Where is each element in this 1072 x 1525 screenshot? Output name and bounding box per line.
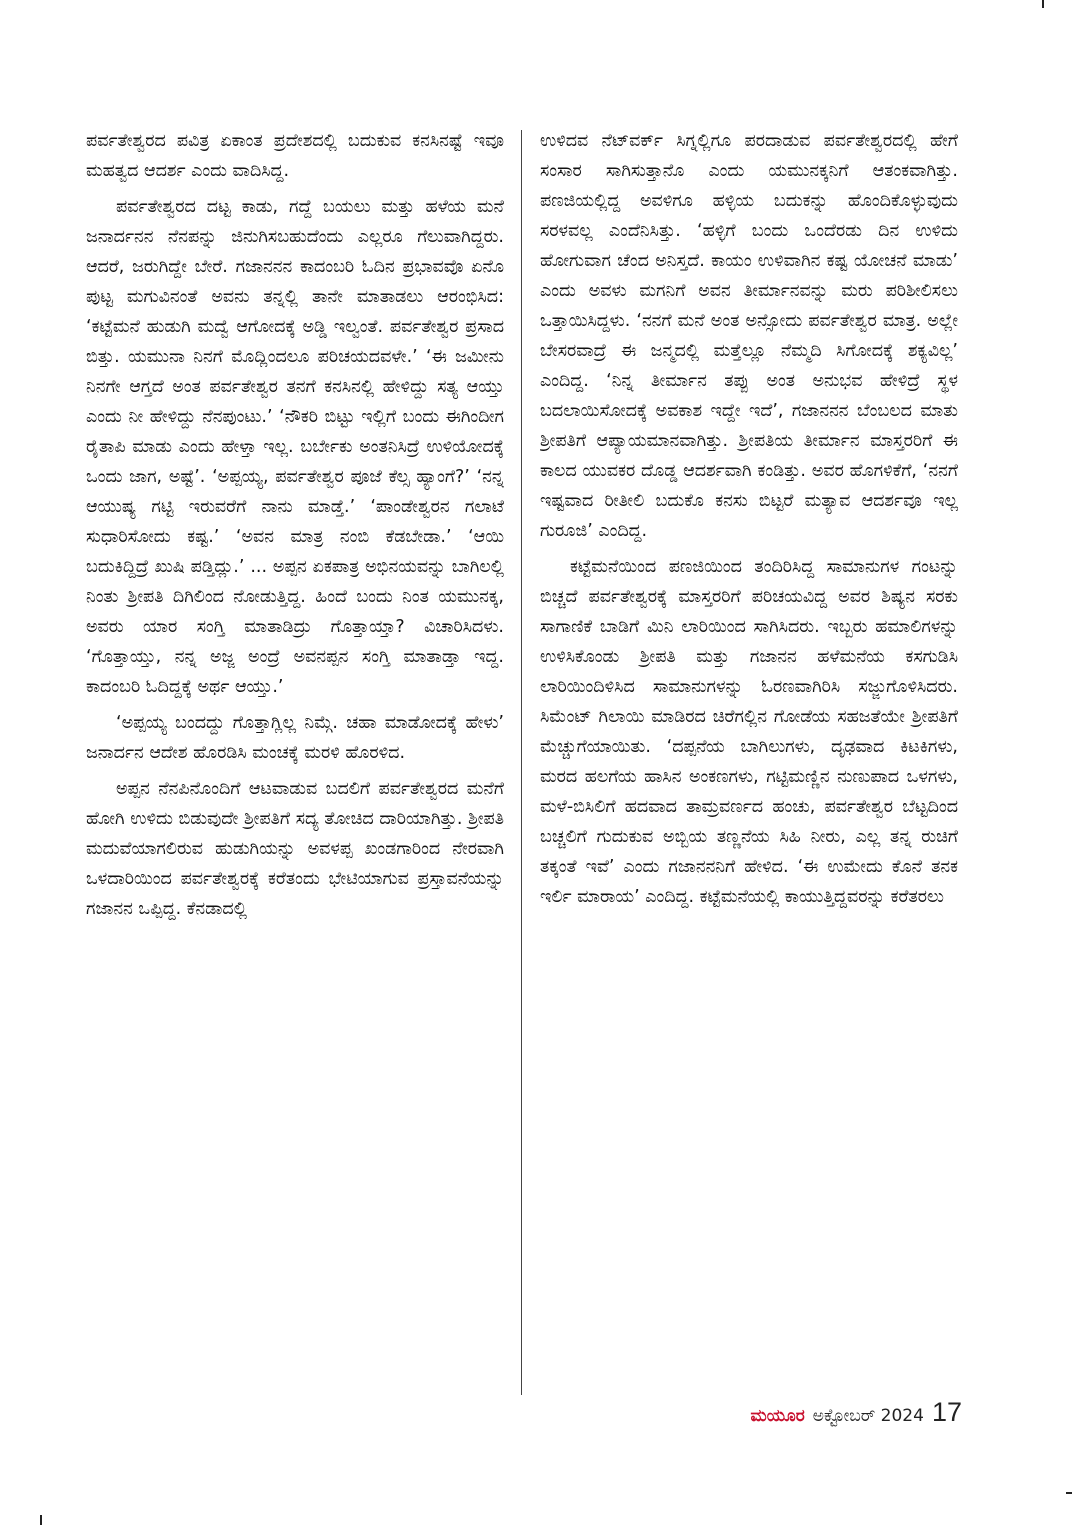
crop-mark-bottom-right	[1066, 1492, 1072, 1494]
page-number: 17	[931, 1397, 962, 1427]
page-footer	[751, 1397, 962, 1428]
issue-date: ಅಕ್ಟೋಬರ್ 2024	[812, 1406, 924, 1426]
paragraph: ಕಟ್ಟೆಮನೆಯಿಂದ ಪಣಜಿಯಿಂದ ತಂದಿರಿಸಿದ್ದ ಸಾಮಾನುಗಳ ಗಂಟನ್ನು ಬಿಚ್ಚದೆ ಪರ್ವತೇಶ್ವರಕ್ಕೆ ಮಾಸ್ತರರಿಗೆ ಪರಿಚಯವಿದ್ದ ಅವರ ಶಿಷ್ಯನ ಸರಕು ಸಾಗಾಣಿಕೆ ಬಾಡಿಗೆ ಮಿನಿ ಲಾರಿಯಿಂದ ಸಾಗಿಸಿದರು. ಇಬ್ಬರು ಹಮಾಲಿಗಳನ್ನು ಉಳಿಸಿಕೊಂಡು ಶ್ರೀಪತಿ ಮತ್ತು ಗಜಾನನ ಹಳೆಮನೆಯ ಕಸಗುಡಿಸಿ ಲಾರಿಯಿಂದಿಳಿಸಿದ ಸಾಮಾನುಗಳನ್ನು ಓರಣವಾಗಿರಿಸಿ ಸಜ್ಜುಗೊಳಿಸಿದರು. ಸಿಮೆಂಟ್ ಗಿಲಾಯಿ ಮಾಡಿರದ ಚಿರೆಗಲ್ಲಿನ ಗೋಡೆಯ ಸಹಜತೆಯೇ ಶ್ರೀಪತಿಗೆ ಮೆಚ್ಚುಗೆಯಾಯಿತು. ‘ದಪ್ಪನೆಯ ಬಾಗಿಲುಗಳು, ದೃಢವಾದ ಕಿಟಕಿಗಳು, ಮರದ ಹಲಗೆಯ ಹಾಸಿನ ಅಂಕಣಗಳು, ಗಟ್ಟಿಮಣ್ಣಿನ ನುಣುಪಾದ ಒಳಗಳು, ಮಳೆ-ಬಿಸಿಲಿಗೆ ಹದವಾದ ತಾಮ್ರವರ್ಣದ ಹಂಚು, ಪರ್ವತೇಶ್ವರ ಬೆಟ್ಟದಿಂದ ಬಚ್ಚಲಿಗೆ ಗುದುಕುವ ಅಬ್ಬಿಯ ತಣ್ಣನೆಯ ಸಿಹಿ ನೀರು, ಎಲ್ಲ ತನ್ನ ರುಚಿಗೆ ತಕ್ಕಂತೆ ಇವೆ’ ಎಂದು ಗಜಾನನನಿಗೆ ಹೇಳಿದ. ‘ಈ ಉಮೇದು ಕೊನೆ ತನಕ ಇರ್ಲಿ ಮಾರಾಯ’ ಎಂದಿದ್ದ. ಕಟ್ಟೆಮನೆಯಲ್ಲಿ ಕಾಯುತ್ತಿದ್ದವರನ್ನು ಕರೆತರಲು	[540, 557, 958, 907]
paragraph: ಪರ್ವತೇಶ್ವರದ ದಟ್ಟ ಕಾಡು, ಗದ್ದೆ ಬಯಲು ಮತ್ತು ಹಳೆಯ ಮನೆ ಜನಾರ್ದನನ ನೆನಪನ್ನು ಜಿನುಗಿಸಬಹುದೆಂದು ಎಲ್ಲರೂ ಗೆಲುವಾಗಿದ್ದರು. ಆದರೆ, ಜರುಗಿದ್ದೇ ಬೇರೆ. ಗಜಾನನನ ಕಾದಂಬರಿ ಓದಿನ ಪ್ರಭಾವವೊ ಏನೊ ಪುಟ್ಟ ಮಗುವಿನಂತೆ ಅವನು ತನ್ನಲ್ಲಿ ತಾನೇ ಮಾತಾಡಲು ಆರಂಭಿಸಿದ: ‘ಕಟ್ಟೆಮನೆ ಹುಡುಗಿ ಮದ್ವೆ ಆಗೋದಕ್ಕೆ ಅಡ್ಡಿ ಇಲ್ವಂತೆ. ಪರ್ವತೇಶ್ವರ ಪ್ರಸಾದ ಬಿತ್ತು. ಯಮುನಾ ನಿನಗೆ ಮೊದ್ಲಿಂದಲೂ ಪರಿಚಯದವಳೇ.’ ‘ಈ ಜಮೀನು ನಿನಗೇ ಆಗ್ತದೆ ಅಂತ ಪರ್ವತೇಶ್ವರ ತನಗೆ ಕನಸಿನಲ್ಲಿ ಹೇಳಿದ್ದು ಸತ್ಯ ಆಯ್ತು ಎಂದು ನೀ ಹೇಳಿದ್ದು ನೆನಪುಂಟು.’ ‘ನೌಕರಿ ಬಿಟ್ಟು ಇಲ್ಲಿಗೆ ಬಂದು ಈಗಿಂದೀಗ ರೈತಾಪಿ ಮಾಡು ಎಂದು ಹೇಳ್ತಾ ಇಲ್ಲ. ಬರ್ಬೇಕು ಅಂತನಿಸಿದ್ರೆ ಉಳಿಯೋದಕ್ಕೆ ಒಂದು ಜಾಗ, ಅಷ್ಟೆ’. ‘ಅಪ್ಪಯ್ಯ, ಪರ್ವತೇಶ್ವರ ಪೂಜೆ ಕೆಲ್ಸ ಹ್ಯಾಂಗೆ?’ ‘ನನ್ನ ಆಯುಷ್ಯ ಗಟ್ಟಿ ಇರುವರೆಗೆ ನಾನು ಮಾಡ್ತೆ.’ ‘ಪಾಂಡೇಶ್ವರನ ಗಲಾಟೆ ಸುಧಾರಿಸೋದು ಕಷ್ಟ.’ ‘ಅವನ ಮಾತ್ರ ನಂಬಿ ಕೆಡಬೇಡಾ.’ ‘ಆಯಿ ಬದುಕಿದ್ದಿದ್ರೆ ಖುಷಿ ಪಡ್ತಿದ್ಲು.’ ... ಅಪ್ಪನ ಏಕಪಾತ್ರ ಅಭಿನಯವನ್ನು ಬಾಗಿಲಲ್ಲಿ ನಿಂತು ಶ್ರೀಪತಿ ದಿಗಿಲಿಂದ ನೋಡುತ್ತಿದ್ದ. ಹಿಂದೆ ಬಂದು ನಿಂತ ಯಮುನಕ್ಕ, ಅವರು ಯಾರ ಸಂಗ್ತಿ ಮಾತಾಡಿದ್ರು ಗೊತ್ತಾಯ್ತಾ? ವಿಚಾರಿಸಿದಳು. ‘ಗೊತ್ತಾಯ್ತು, ನನ್ನ ಅಜ್ಜ ಅಂದ್ರೆ ಅವನಪ್ಪನ ಸಂಗ್ತಿ ಮಾತಾಡ್ತಾ ಇದ್ದ. ಕಾದಂಬರಿ ಓದಿದ್ದಕ್ಕೆ ಅರ್ಥ ಆಯ್ತು.’	[86, 197, 504, 697]
paragraph: ಪರ್ವತೇಶ್ವರದ ಪವಿತ್ರ ಏಕಾಂತ ಪ್ರದೇಶದಲ್ಲಿ ಬದುಕುವ ಕನಸಿನಷ್ಟೆ ಇವೂ ಮಹತ್ವದ ಆದರ್ಶ ಎಂದು ವಾದಿಸಿದ್ದ.	[86, 131, 504, 181]
paragraph: ಉಳಿದವ ನೆಟ್‌ವರ್ಕ್ ಸಿಗ್ನಲ್ಲಿಗೂ ಪರದಾಡುವ ಪರ್ವತೇಶ್ವರದಲ್ಲಿ ಹೇಗೆ ಸಂಸಾರ ಸಾಗಿಸುತ್ತಾನೊ ಎಂದು ಯಮುನಕ್ಕನಿಗೆ ಆತಂಕವಾಗಿತ್ತು. ಪಣಜಿಯಲ್ಲಿದ್ದ ಅವಳಿಗೂ ಹಳ್ಳಿಯ ಬದುಕನ್ನು ಹೊಂದಿಕೊಳ್ಳುವುದು ಸರಳವಲ್ಲ ಎಂದೆನಿಸಿತ್ತು. ‘ಹಳ್ಳಿಗೆ ಬಂದು ಒಂದೆರಡು ದಿನ ಉಳಿದು ಹೋಗುವಾಗ ಚೆಂದ ಅನಿಸ್ತದೆ. ಕಾಯಂ ಉಳಿವಾಗಿನ ಕಷ್ಟ ಯೋಚನೆ ಮಾಡು’ ಎಂದು ಅವಳು ಮಗನಿಗೆ ಅವನ ತೀರ್ಮಾನವನ್ನು ಮರು ಪರಿಶೀಲಿಸಲು ಒತ್ತಾಯಿಸಿದ್ದಳು. ‘ನನಗೆ ಮನೆ ಅಂತ ಅನ್ಸೋದು ಪರ್ವತೇಶ್ವರ ಮಾತ್ರ. ಅಲ್ಲೇ ಬೇಸರವಾದ್ರೆ ಈ ಜನ್ಮದಲ್ಲಿ ಮತ್ತೆಲ್ಲೂ ನೆಮ್ಮದಿ ಸಿಗೋದಕ್ಕೆ ಶಕ್ಯವಿಲ್ಲ’ ಎಂದಿದ್ದ. ‘ನಿನ್ನ ತೀರ್ಮಾನ ತಪ್ಪು ಅಂತ ಅನುಭವ ಹೇಳಿದ್ರೆ ಸ್ಥಳ ಬದಲಾಯಿಸೋದಕ್ಕೆ ಅವಕಾಶ ಇದ್ದೇ ಇದೆ’, ಗಜಾನನನ ಬೆಂಬಲದ ಮಾತು ಶ್ರೀಪತಿಗೆ ಆಪ್ಯಾಯಮಾನವಾಗಿತ್ತು. ಶ್ರೀಪತಿಯ ತೀರ್ಮಾನ ಮಾಸ್ತರರಿಗೆ ಈ ಕಾಲದ ಯುವಕರ ದೊಡ್ಡ ಆದರ್ಶವಾಗಿ ಕಂಡಿತ್ತು. ಅವರ ಹೊಗಳಿಕೆಗೆ, ‘ನನಗೆ ಇಷ್ಟವಾದ ರೀತೀಲಿ ಬದುಕೊ ಕನಸು ಬಿಟ್ಟರೆ ಮತ್ಯಾವ ಆದರ್ಶವೂ ಇಲ್ಲ ಗುರೂಜಿ’ ಎಂದಿದ್ದ.	[540, 131, 958, 541]
crop-mark-top-right	[1042, 0, 1044, 8]
magazine-name: ಮಯೂರ	[750, 1406, 805, 1426]
paragraph: ‘ಅಪ್ಪಯ್ಯ ಬಂದದ್ದು ಗೊತ್ತಾಗ್ಲಿಲ್ಲ ನಿಮ್ಗೆ. ಚಹಾ ಮಾಡೋದಕ್ಕೆ ಹೇಳು’ ಜನಾರ್ದನ ಆದೇಶ ಹೊರಡಿಸಿ ಮಂಚಕ್ಕೆ ಮರಳಿ ಹೊರಳಿದ.	[86, 713, 504, 763]
paragraph: ಅಪ್ಪನ ನೆನಪಿನೊಂದಿಗೆ ಆಟವಾಡುವ ಬದಲಿಗೆ ಪರ್ವತೇಶ್ವರದ ಮನೆಗೆ ಹೋಗಿ ಉಳಿದು ಬಿಡುವುದೇ ಶ್ರೀಪತಿಗೆ ಸದ್ಯ ತೋಚಿದ ದಾರಿಯಾಗಿತ್ತು. ಶ್ರೀಪತಿ ಮದುವೆಯಾಗಲಿರುವ ಹುಡುಗಿಯನ್ನು ಅವಳಪ್ಪ ಖಂಡಗಾರಿಂದ ನೇರವಾಗಿ ಒಳದಾರಿಯಿಂದ ಪರ್ವತೇಶ್ವರಕ್ಕೆ ಕರೆತಂದು ಭೇಟಿಯಾಗುವ ಪ್ರಸ್ತಾವನೆಯನ್ನು ಗಜಾನನ ಒಪ್ಪಿದ್ದ. ಕೆನಡಾದಲ್ಲಿ	[86, 779, 504, 919]
crop-mark-bottom-left	[40, 1515, 42, 1525]
column-divider	[521, 130, 522, 1395]
right-column	[540, 126, 958, 1388]
left-column	[86, 126, 504, 1388]
